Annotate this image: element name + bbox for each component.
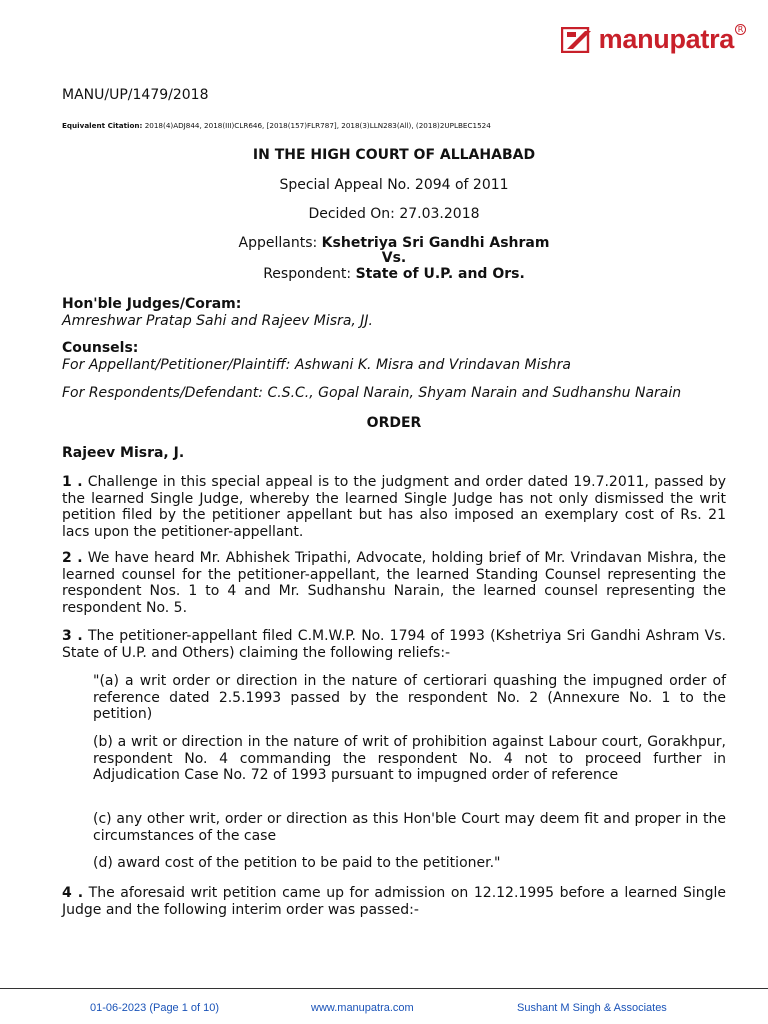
relief-b: (b) a writ or direction in the nature of writ of prohibition against Labour court, Gorakhpur, respondent No. 4 commanding the respondent No. 4 not to proceed further in Adjudication Case No. 72 of 1993 pursuant to impugned order of reference <box>93 734 726 783</box>
citation-id: MANU/UP/1479/2018 <box>62 87 209 103</box>
respondent-label: Respondent: <box>263 266 352 282</box>
judges-names: Amreshwar Pratap Sahi and Rajeev Misra, JJ. <box>62 313 374 329</box>
paragraph-4 <box>62 885 726 918</box>
case-number: Special Appeal No. 2094 of 2011 <box>279 177 509 193</box>
judges-section <box>62 296 726 330</box>
counsels-heading: Counsels: <box>62 340 139 356</box>
footer-page-info: 01-06-2023 (Page 1 of 10) <box>90 1002 220 1014</box>
author: Rajeev Misra, J. <box>62 445 185 461</box>
order-heading: ORDER <box>366 415 422 431</box>
appellants-label: Appellants: <box>238 235 318 251</box>
equivalent-citation <box>62 121 491 130</box>
counsel-appellant: For Appellant/Petitioner/Plaintiff: Ashwani K. Misra and Vrindavan Mishra <box>62 357 572 373</box>
equivalent-citation-value: 2018(4)ADJ844, 2018(III)CLR646, [2018(157)FLR787], 2018(3)LLN283(All), (2018)2UPLBEC1524 <box>144 121 491 130</box>
manupatra-logo-icon <box>561 27 595 53</box>
relief-d: (d) award cost of the petition to be paid to the petitioner." <box>93 855 501 871</box>
footer-site-link[interactable]: www.manupatra.com <box>311 1002 414 1014</box>
court-name: IN THE HIGH COURT OF ALLAHABAD <box>252 147 536 163</box>
paragraph-number: 4 . <box>62 885 84 901</box>
paragraph-number: 1 . <box>62 474 83 490</box>
paragraph-3 <box>62 628 726 661</box>
appellants-line <box>62 235 726 251</box>
paragraph-text: The petitioner-appellant filed C.M.W.P. No. 1794 of 1993 (Kshetriya Sri Gandhi Ashram Vs. State of U.P. and Others) claiming the following reliefs:- <box>62 628 726 661</box>
paragraph-2 <box>62 550 726 616</box>
respondent-name: State of U.P. and Ors. <box>355 266 525 282</box>
counsel-respondent: For Respondents/Defendant: C.S.C., Gopal Narain, Shyam Narain and Sudhanshu Narain <box>62 385 682 401</box>
appellants-name: Kshetriya Sri Gandhi Ashram <box>321 235 550 251</box>
versus: Vs. <box>381 250 407 266</box>
respondent-line <box>62 266 726 282</box>
registered-mark: R <box>735 24 746 35</box>
judges-heading: Hon'ble Judges/Coram: <box>62 296 242 312</box>
paragraph-number: 2 . <box>62 550 83 566</box>
counsels-section <box>62 340 726 374</box>
equivalent-citation-label: Equivalent Citation: <box>62 121 143 130</box>
relief-c: (c) any other writ, order or direction as this Hon'ble Court may deem fit and proper in the circumstances of the case <box>93 811 726 844</box>
paragraph-text: We have heard Mr. Abhishek Tripathi, Advocate, holding brief of Mr. Vrindavan Mishra, the learned counsel for the petitioner-appellant, the learned Standing Counsel representing the respondent Nos. 1 to 4 and Mr. Sudhanshu Narain, the learned counsel representing the respondent No. 5. <box>62 550 726 616</box>
relief-a: "(a) a writ order or direction in the nature of certiorari quashing the impugned order of reference dated 2.5.1993 passed by the respondent No. 2 (Annexure No. 1 to the petition) <box>93 673 726 722</box>
paragraph-text: Challenge in this special appeal is to the judgment and order dated 19.7.2011, passed by the learned Single Judge, whereby the learned Single Judge has not only dismissed the writ petition filed by the petitioner appellant but has also imposed an exemplary cost of Rs. 21 lacs upon the petitioner-appellant. <box>62 474 726 540</box>
brand-name: manupatra <box>598 24 734 54</box>
paragraph-number: 3 . <box>62 628 83 644</box>
manupatra-logo <box>561 26 746 53</box>
paragraph-1 <box>62 474 726 540</box>
decided-on: Decided On: 27.03.2018 <box>308 206 480 222</box>
footer-divider <box>0 988 768 989</box>
paragraph-text: The aforesaid writ petition came up for admission on 12.12.1995 before a learned Single Judge and the following interim order was passed:- <box>62 885 727 918</box>
footer-firm: Sushant M Singh & Associates <box>517 1002 667 1014</box>
document-page <box>62 0 744 1024</box>
